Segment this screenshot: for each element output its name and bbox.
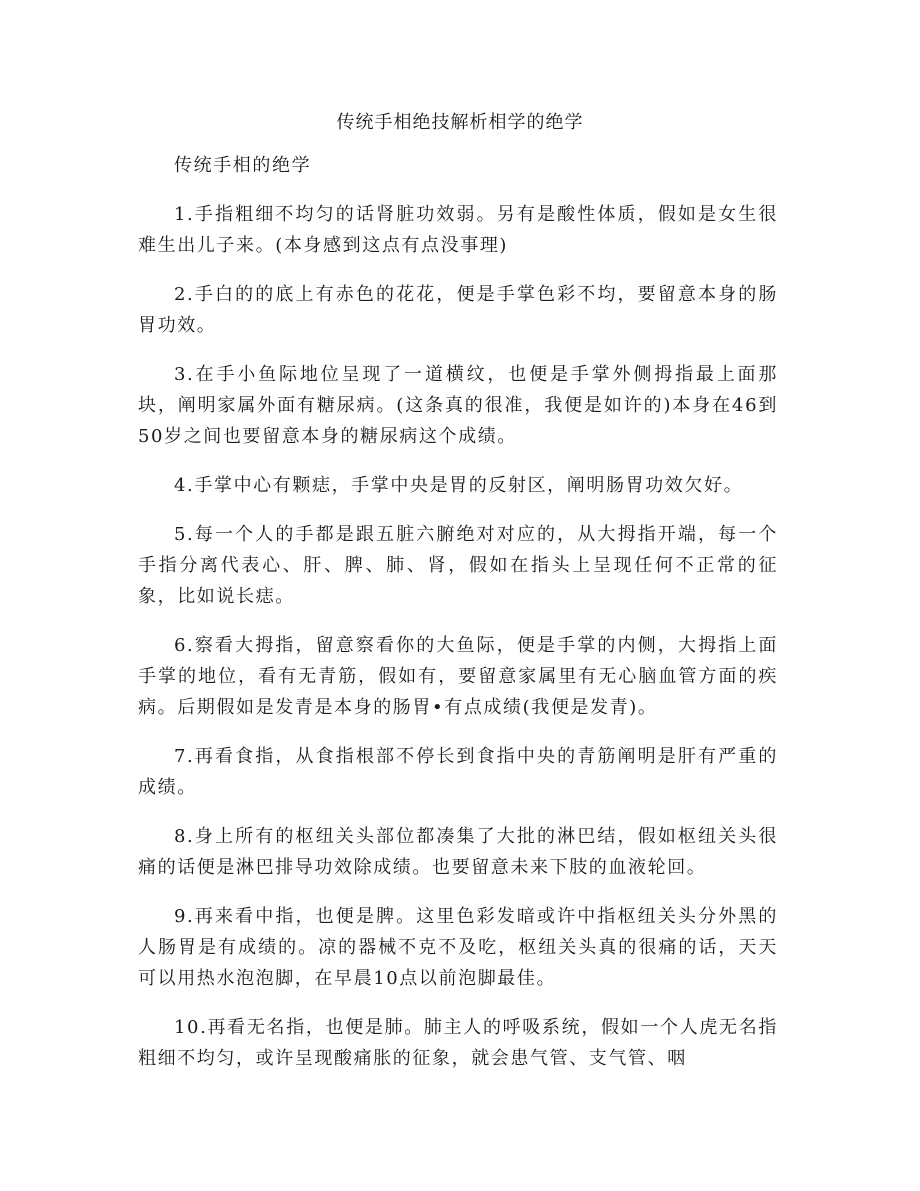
paragraph-8: 8.身上所有的枢纽关头部位都凑集了大批的淋巴结，假如枢纽关头很痛的话便是淋巴排导功效除成绩。也要留意未来下肢的血液轮回。 — [138, 826, 778, 878]
paragraph-1: 1.手指粗细不均匀的话肾脏功效弱。另有是酸性体质，假如是女生很难生出儿子来。(本身感到这点有点没事理) — [138, 204, 778, 256]
paragraph-4: 4.手掌中心有颗痣，手掌中央是胃的反射区，阐明肠胃功效欠好。 — [174, 475, 744, 496]
paragraph-5: 5.每一个人的手都是跟五脏六腑绝对对应的，从大拇指开端，每一个手指分离代表心、肝、脾、肺、肾，假如在指头上呈现任何不正常的征象，比如说长痣。 — [138, 524, 778, 607]
paragraph-7: 7.再看食指，从食指根部不停长到食指中央的青筋阐明是肝有严重的成绩。 — [138, 746, 778, 798]
document-body — [138, 150, 778, 1092]
paragraph-10: 10.再看无名指，也便是肺。肺主人的呼吸系统，假如一个人虎无名指粗细不均匀，或许呈现酸痛胀的征象，就会患气管、支气管、咽 — [138, 1017, 778, 1069]
paragraph-9: 9.再来看中指，也便是脾。这里色彩发暗或许中指枢纽关头分外黑的人肠胃是有成绩的。凉的器械不克不及吃，枢纽关头真的很痛的话，天天可以用热水泡泡脚，在早晨10点以前泡脚最佳。 — [138, 906, 778, 989]
paragraph-3: 3.在手小鱼际地位呈现了一道横纹，也便是手掌外侧拇指最上面那块，阐明家属外面有糖尿病。(这条真的很准，我便是如许的)本身在46到50岁之间也要留意本身的糖尿病这个成绩。 — [138, 364, 778, 447]
section-heading: 传统手相的绝学 — [174, 155, 312, 176]
document-title: 传统手相绝技解析相学的绝学 — [336, 112, 584, 133]
paragraph-2: 2.手白的的底上有赤色的花花，便是手掌色彩不均，要留意本身的肠胃功效。 — [138, 284, 778, 336]
paragraph-6: 6.察看大拇指，留意察看你的大鱼际，便是手掌的内侧，大拇指上面手掌的地位，看有无青筋，假如有，要留意家属里有无心脑血管方面的疾病。后期假如是发青是本身的肠胃•有点成绩(我便是发青)。 — [138, 635, 778, 718]
